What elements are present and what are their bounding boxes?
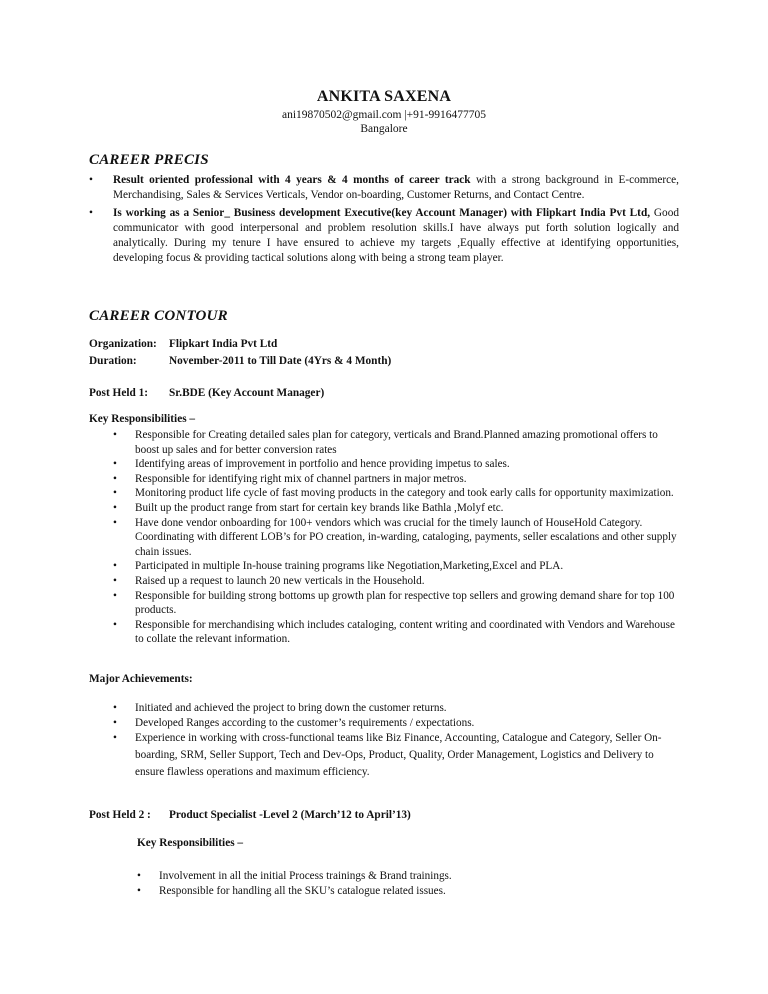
- bullet: •: [113, 618, 117, 631]
- major-achievements-heading: Major Achievements:: [89, 673, 193, 685]
- bullet: •: [113, 574, 117, 587]
- career-contour-heading: CAREER CONTOUR: [89, 308, 228, 324]
- bullet: •: [113, 501, 117, 514]
- list-item: [113, 716, 683, 731]
- post-held-1-value: Sr.BDE (Key Account Manager): [169, 387, 325, 399]
- responsibility-text: Participated in multiple In-house training programs like Negotiation,Marketing,Excel and PLA.: [135, 560, 564, 573]
- precis-bold-2: Is working as a Senior_ Business development Executive(key Account Manager) with Flipkart India Pvt Ltd,: [113, 207, 651, 219]
- precis-text-1: with a strong background in E-commerce, Merchandising, Sales & Services Verticals, Vendor on-boarding, Customer Returns, and Contact Centre.: [113, 174, 679, 201]
- list-item: [113, 516, 683, 560]
- responsibility-text: Built up the product range from start for certain key brands like Bathla ,Molyf etc.: [135, 501, 504, 514]
- list-item: [113, 501, 683, 516]
- bullet: •: [113, 472, 117, 485]
- responsibility-text: Responsible for building strong bottoms up growth plan for respective top sellers and growing demand share for top 100 products.: [135, 589, 675, 617]
- responsibility-text: Responsible for Creating detailed sales plan for category, verticals and Brand.Planned amazing promotional offers to boost up sales and for better conversion rates: [135, 429, 658, 456]
- duration-value: November-2011 to Till Date (4Yrs & 4 Month): [169, 355, 392, 367]
- list-item: [113, 574, 683, 589]
- duration-line: [89, 355, 392, 367]
- bullet: •: [137, 884, 141, 897]
- list-item: [113, 618, 683, 647]
- responsibility-text: Responsible for handling all the SKU’s catalogue related issues.: [159, 884, 446, 897]
- list-item: [113, 472, 683, 487]
- key-responsibilities-heading: Key Responsibilities –: [89, 413, 196, 425]
- list-item: [89, 206, 679, 266]
- career-precis-list: [89, 173, 679, 269]
- list-item: [137, 869, 677, 884]
- bullet: •: [89, 207, 93, 219]
- list-item: [113, 730, 683, 781]
- post-held-1-label: Post Held 1:: [89, 387, 148, 399]
- bullet: •: [113, 560, 117, 573]
- responsibility-text: Monitoring product life cycle of fast moving products in the category and took early calls for opportunity maximization.: [135, 487, 674, 500]
- achievements-list: [113, 701, 683, 781]
- responsibilities-2-list: [137, 869, 677, 898]
- list-item: [113, 486, 683, 501]
- key-responsibilities-2-heading: Key Responsibilities –: [137, 837, 244, 849]
- list-item: [113, 589, 683, 618]
- resume-header: [0, 88, 768, 135]
- post-held-1-line: [89, 387, 325, 399]
- bullet: •: [113, 516, 117, 529]
- achievement-text: Developed Ranges according to the customer’s requirements / expectations.: [135, 716, 475, 729]
- duration-label: Duration:: [89, 355, 137, 367]
- organization-label: Organization:: [89, 338, 157, 350]
- list-item: [113, 428, 683, 457]
- bullet: •: [113, 487, 117, 500]
- bullet: •: [113, 429, 117, 441]
- responsibility-text: Involvement in all the initial Process trainings & Brand trainings.: [159, 870, 452, 882]
- post-held-2-label: Post Held 2 :: [89, 809, 151, 821]
- bullet: •: [113, 716, 117, 729]
- responsibility-text: Responsible for merchandising which includes cataloging, content writing and coordinated with Vendors and Warehouse to collate the relevant information.: [135, 618, 675, 646]
- achievement-text: Experience in working with cross-functional teams like Biz Finance, Accounting, Catalogue and Category, Seller On-boarding, SRM, Seller Support, Tech and Dev-Ops, Product, Quality, Order Management, Logistics and Delivery to ensure flawless operations and maximum efficiency.: [135, 732, 662, 779]
- precis-bold-1: Result oriented professional with 4 years & 4 months of career track: [113, 174, 471, 186]
- list-item: [113, 701, 683, 716]
- responsibility-text: Identifying areas of improvement in portfolio and hence providing impetus to sales.: [135, 458, 510, 471]
- list-item: [89, 173, 679, 203]
- post-held-2-line: [89, 809, 411, 821]
- organization-line: [89, 338, 278, 350]
- career-precis-heading: CAREER PRECIS: [89, 152, 209, 168]
- list-item: [113, 457, 683, 472]
- responsibility-text: Responsible for identifying right mix of channel partners in major metros.: [135, 472, 467, 485]
- list-item: [113, 559, 683, 574]
- achievement-text: Initiated and achieved the project to bring down the customer returns.: [135, 702, 447, 714]
- post-held-2-value: Product Specialist -Level 2 (March’12 to April’13): [169, 809, 411, 821]
- bullet: •: [113, 589, 117, 602]
- organization-value: Flipkart India Pvt Ltd: [169, 338, 278, 350]
- responsibilities-list: [113, 428, 683, 647]
- bullet: •: [113, 732, 117, 745]
- list-item: [137, 884, 677, 899]
- candidate-name: ANKITA SAXENA: [316, 88, 452, 105]
- bullet: •: [89, 174, 93, 186]
- location: Bangalore: [360, 123, 408, 135]
- responsibility-text: Have done vendor onboarding for 100+ vendors which was crucial for the timely launch of HouseHold Category. Coordinating with different LOB’s for PO creation, in-warding, cataloging, payments, seller escalations and other supply chain issues.: [135, 516, 677, 558]
- responsibility-text: Raised up a request to launch 20 new verticals in the Household.: [135, 574, 425, 587]
- bullet: •: [113, 458, 117, 471]
- precis-text-2: Good communicator with good interpersonal and problem resolution skills.I have always put forth solution logically and analytically. During my tenure I have ensured to achieve my targets ,Equally effective at identifying opportunities, developing focus & providing tactical solutions along with being a strong team player.: [113, 207, 679, 264]
- bullet: •: [113, 702, 117, 714]
- contact-line: ani19870502@gmail.com |+91-9916477705: [282, 109, 486, 121]
- bullet: •: [137, 870, 141, 882]
